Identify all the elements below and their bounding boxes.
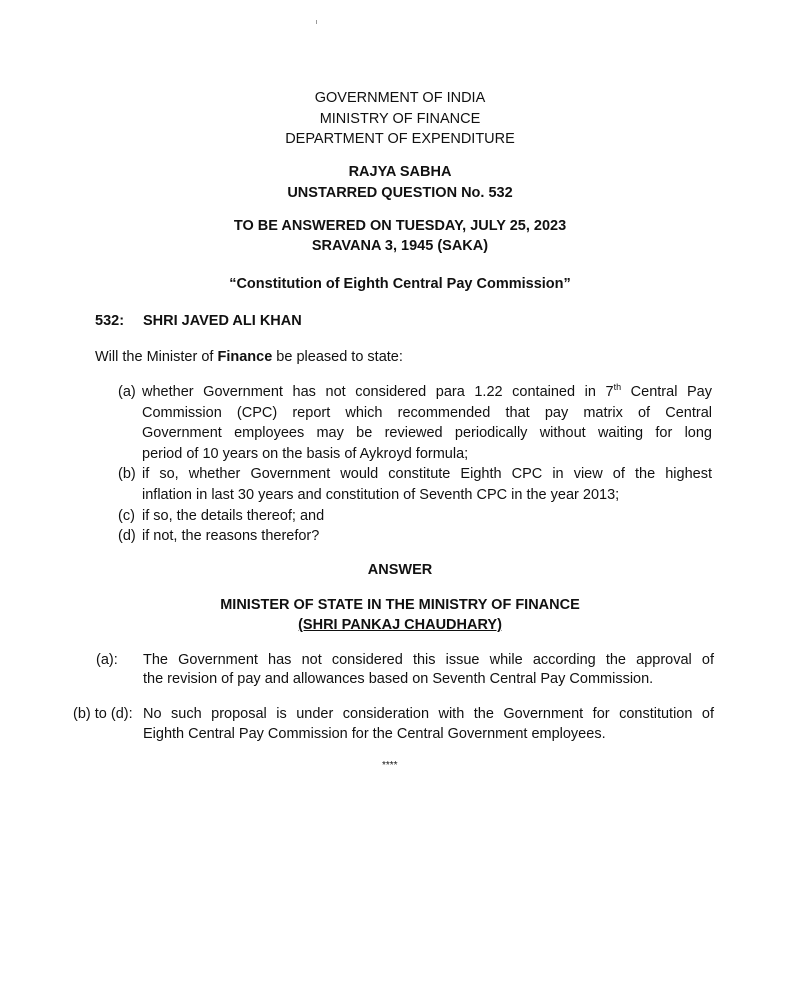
- member-name: SHRI JAVED ALI KHAN: [143, 313, 302, 329]
- answer-bd-line1: No such proposal is under consideration with the Government for constitution of: [143, 706, 714, 722]
- item-a-line4: period of 10 years on the basis of Aykroyd formula;: [142, 446, 469, 462]
- item-c-text: if so, the details thereof; and: [142, 508, 325, 524]
- header-ministry: MINISTRY OF FINANCE: [319, 111, 481, 127]
- answer-a-line1: The Government has not considered this issue while according the approval of: [143, 652, 714, 668]
- item-a-line3: Government employees may be reviewed periodically without waiting for long: [142, 425, 712, 441]
- minister-title: MINISTER OF STATE IN THE MINISTRY OF FINANCE: [220, 597, 580, 613]
- item-c-label: (c): [118, 508, 135, 524]
- answer-a-line2: the revision of pay and allowances based on Seventh Central Pay Commission.: [143, 671, 654, 687]
- answer-bd-label: (b) to (d):: [73, 706, 133, 722]
- item-b-line2: inflation in last 30 years and constitution of Seventh CPC in the year 2013;: [142, 487, 620, 503]
- item-a-line1: whether Government has not considered para 1.22 contained in 7th Central Pay: [142, 382, 712, 400]
- end-mark: ****: [382, 760, 398, 771]
- answer-a-label: (a):: [96, 652, 118, 668]
- ministry-finance: Finance: [217, 349, 273, 365]
- minister-name: (SHRI PANKAJ CHAUDHARY): [298, 617, 502, 633]
- question-number-title: UNSTARRED QUESTION No. 532: [287, 185, 513, 201]
- scan-mark: [316, 20, 317, 24]
- header-department: DEPARTMENT OF EXPENDITURE: [285, 131, 515, 147]
- item-b-line1: if so, whether Government would constitute Eighth CPC in view of the highest: [142, 466, 712, 482]
- item-d-text: if not, the reasons therefor?: [142, 528, 320, 544]
- question-number: 532:: [95, 313, 125, 329]
- house-name: RAJYA SABHA: [348, 164, 452, 180]
- answer-bd-line2: Eighth Central Pay Commission for the Central Government employees.: [143, 726, 606, 742]
- subject-title: “Constitution of Eighth Central Pay Commission”: [229, 276, 571, 292]
- question-intro: Will the Minister of Finance be pleased to state:: [95, 349, 403, 365]
- header-government: GOVERNMENT OF INDIA: [314, 90, 486, 106]
- item-a-line2: Commission (CPC) report which recommended that pay matrix of Central: [142, 405, 712, 421]
- item-a-label: (a): [118, 384, 136, 400]
- answer-date: TO BE ANSWERED ON TUESDAY, JULY 25, 2023: [233, 218, 567, 234]
- item-b-label: (b): [118, 466, 136, 482]
- saka-date: SRAVANA 3, 1945 (SAKA): [311, 238, 489, 254]
- item-d-label: (d): [118, 528, 136, 544]
- answer-heading: ANSWER: [367, 562, 433, 578]
